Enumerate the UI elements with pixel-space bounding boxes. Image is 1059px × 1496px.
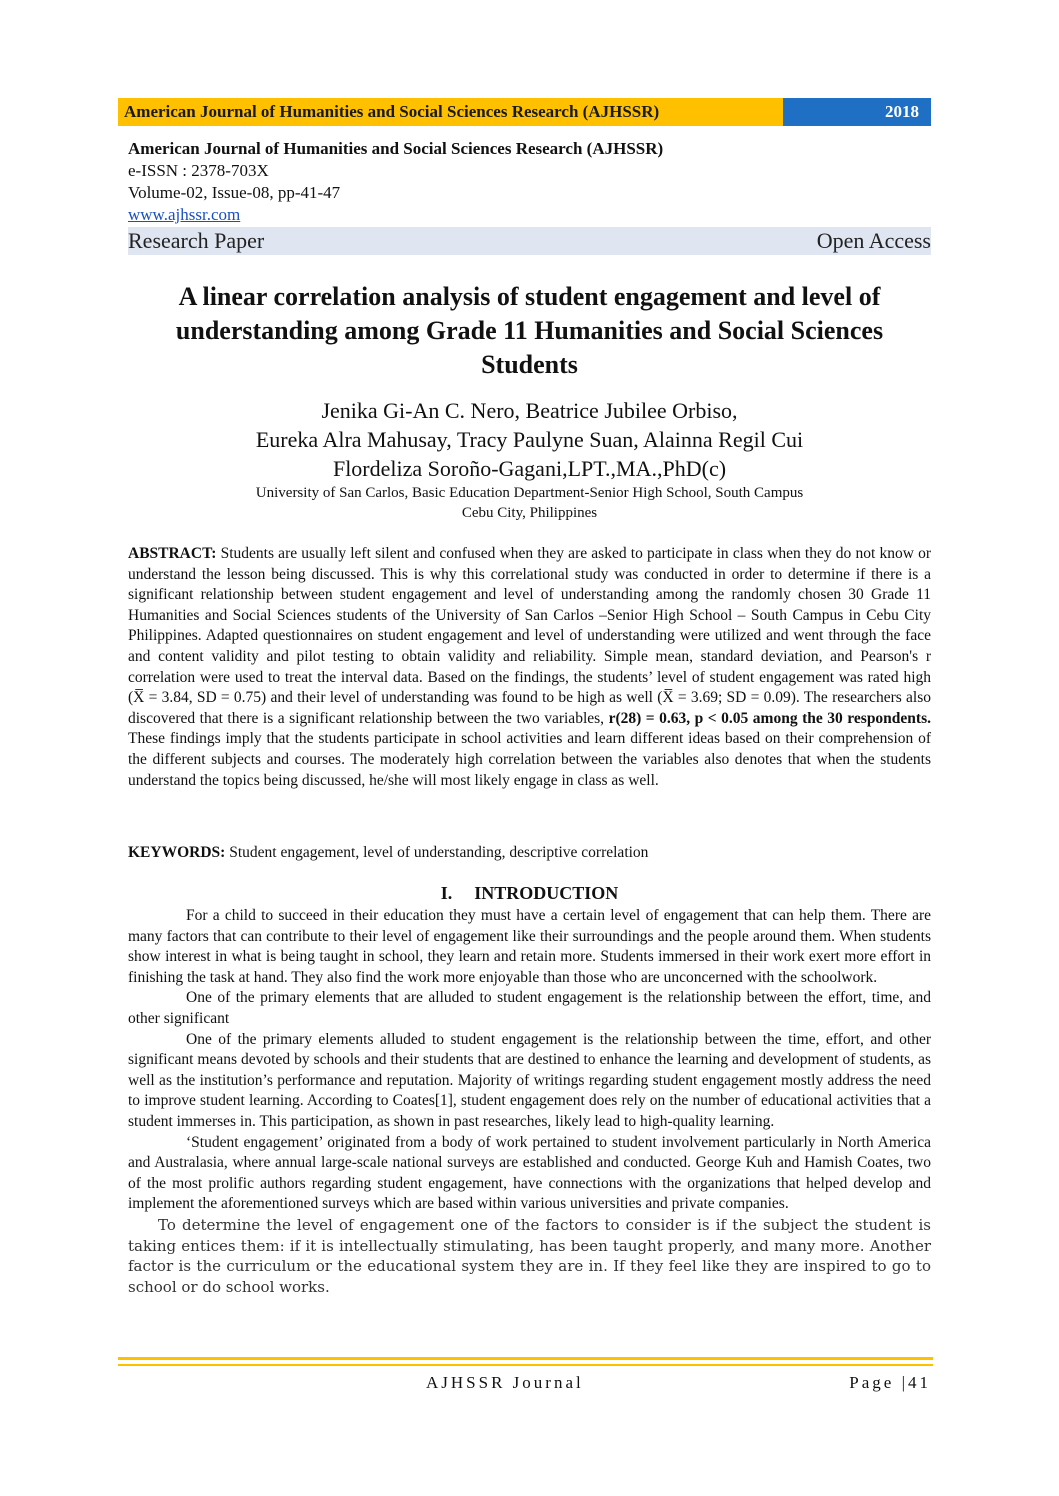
paper-type: Research Paper (128, 228, 265, 253)
intro-paragraph: For a child to succeed in their education they must have a certain level of engagement that can help them. There are many factors that can contribute to their level of engagement like their surroundings and the people around them. When students show interest in what is being taught in school, they learn and retain more. Students immersed in their work exert more effort in finishing the task at hand. They also find the work more enjoyable than those who are unconcerned with the schoolwork. (128, 907, 931, 986)
keywords (128, 843, 931, 863)
section-title: INTRODUCTION (474, 883, 619, 903)
section-number: I. (440, 883, 453, 903)
abstract (128, 544, 931, 791)
footer-page-number: Page |41 (849, 1373, 931, 1392)
header-year: 2018 (783, 98, 931, 126)
page-footer (128, 1373, 931, 1393)
affiliation (128, 483, 931, 523)
meta-issn: e-ISSN : 2378-703X (128, 161, 269, 180)
footer-rule-thin (118, 1364, 933, 1366)
paper-title: A linear correlation analysis of student engagement and level of understanding among Grade 11 Humanities and Social Sciences Students (175, 282, 884, 379)
affiliation-line-2: Cebu City, Philippines (461, 505, 598, 521)
author-list (128, 396, 931, 483)
authors-line-2: Eureka Alra Mahusay, Tracy Paulyne Suan, Alainna Regil Cui (255, 427, 804, 452)
affiliation-line-1: University of San Carlos, Basic Education Department-Senior High School, South Campus (255, 485, 804, 501)
abstract-result: r(28) = 0.63, p < 0.05 among the 30 respondents. (608, 709, 931, 727)
journal-meta (128, 138, 663, 226)
section-heading (128, 882, 931, 904)
meta-journal-title: American Journal of Humanities and Social Sciences Research (AJHSSR) (128, 139, 664, 158)
authors-line-1: Jenika Gi-An C. Nero, Beatrice Jubilee Orbiso, (321, 398, 738, 423)
introduction-body (128, 906, 931, 1297)
keywords-text: Student engagement, level of understanding, descriptive correlation (225, 844, 649, 861)
access-bar (128, 227, 931, 255)
meta-volume: Volume-02, Issue-08, pp-41-47 (128, 183, 341, 202)
intro-paragraph: To determine the level of engagement one of the factors to consider is if the subject the student is taking entices them: if it is intellectually stimulating, has been taught properly, and many more. Another factor is the curriculum or the educational system they are in. If they feel like they are inspired to go to school or do school works. (128, 1215, 931, 1296)
intro-paragraph: One of the primary elements that are alluded to student engagement is the relationship between the effort, time, and other significant (128, 989, 931, 1027)
journal-website-link[interactable]: www.ajhssr.com (128, 205, 241, 224)
footer-rule-thick (118, 1357, 933, 1360)
abstract-label: ABSTRACT: (128, 545, 217, 562)
footer-journal: AJHSSR Journal (426, 1373, 584, 1392)
authors-line-3: Flordeliza Soroño-Gagani,LPT.,MA.,PhD(c) (332, 456, 727, 481)
header-journal-name: American Journal of Humanities and Social Sciences Research (AJHSSR) (118, 98, 783, 126)
intro-paragraph: ‘Student engagement’ originated from a body of work pertained to student involvement particularly in North America and Australasia, where annual large-scale national surveys are established and conducted. George Kuh and Hamish Coates, two of the most prolific authors regarding student engagement, have connections with the organizations that helped develop and implement the aforementioned surveys which are based within various universities and private companies. (128, 1133, 931, 1213)
intro-paragraph: One of the primary elements alluded to student engagement is the relationship between the time, effort, and other significant means devoted by schools and their students that are destined to enhance the learning and development of students, as well as the institution’s performance and reputation. Majority of writings regarding student engagement mostly address the need to improve student learning. According to Coates[1], student engagement does rely on the number of educational activities that a student immerses in. This participation, as shown in past researches, likely lead to high-quality learning. (128, 1030, 931, 1130)
journal-header-bar (118, 98, 931, 126)
keywords-label: KEYWORDS: (128, 844, 226, 861)
abstract-text-1: Students are usually left silent and confused when they are asked to participate in class when they do not know or understand the lesson being discussed. This is why this correlational study was conducted in order to determine if there is a significant relationship between student engagement and level of understanding among the randomly chosen 30 Grade 11 Humanities and Social Sciences students of the University of San Carlos –Senior High School – South Campus in Cebu City Philippines. Adapted questionnaires on student engagement and level of understanding were utilized and went through the face and content validity and pilot testing to obtain validity and reliability. Simple mean, standard deviation, and Pearson's r correlation were used to treat the interval data. Based on the findings, the students’ level of student engagement was rated high (X̅ = 3.84, SD = 0.75) and their level of understanding was found to be high as well (X̅ = 3.69; SD = 0.09). The researchers also discovered that there is a significant relationship between the two variables, (128, 545, 931, 727)
open-access-label: Open Access (816, 228, 931, 253)
abstract-text-2: These findings imply that the students participate in school activities and learn different ideas based on their comprehension of the different subjects and courses. The moderately high correlation between the variables also denotes that when the students understand the topics being discussed, he/she will most likely engage in class as well. (128, 730, 931, 789)
